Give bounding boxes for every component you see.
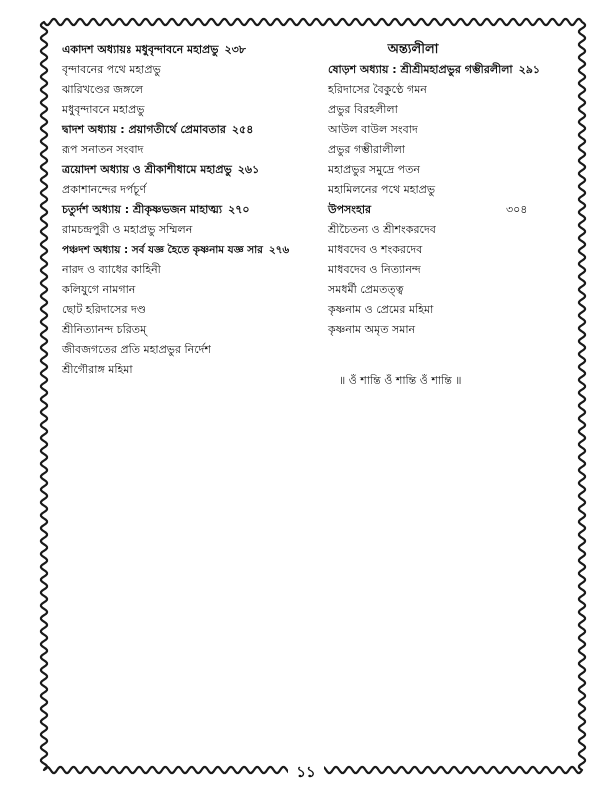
entry-line: রামচন্দ্রপুরী ও মহাপ্রভু সম্মিলন bbox=[62, 223, 193, 236]
entry-line: মহাপ্রভুর সমুদ্রে পতন bbox=[328, 163, 420, 176]
left-column bbox=[62, 40, 324, 380]
entry-line: শ্রীনিত্যানন্দ চরিতম্ bbox=[62, 323, 147, 336]
chapter-13-heading: ত্রয়োদশ অধ্যায় ও শ্রীকাশীধামে মহাপ্রভু ২৬১ bbox=[62, 163, 260, 176]
entry-line: শ্রীচৈতন্য ও শ্রীশংকরদেব bbox=[328, 223, 436, 236]
entry-line: হরিদাসের বৈকুণ্ঠে গমন bbox=[328, 83, 427, 96]
entry-line: সমধর্মী প্রেমতত্ত্ব bbox=[328, 283, 404, 296]
entry-line: জীবজগতের প্রতি মহাপ্রভুর নির্দেশ bbox=[62, 343, 211, 356]
entry-line: প্রভুর গম্ভীরালীলা bbox=[328, 143, 405, 156]
entry-line: ঝারিখণ্ডের জঙ্গলে bbox=[62, 83, 143, 96]
chapter-11-heading: একাদশ অধ্যায়ঃ মধুবৃন্দাবনে মহাপ্রভু ২৩৮ bbox=[62, 43, 246, 56]
right-column bbox=[328, 40, 568, 340]
entry-line: বৃন্দাবনের পথে মহাপ্রভু bbox=[62, 63, 161, 76]
entry-line: কৃষ্ণনাম ও প্রেমের মহিমা bbox=[328, 303, 434, 316]
entry-line: মাধবদেব ও শংকরদেব bbox=[328, 243, 423, 256]
chapter-16-heading: ষোড়শ অধ্যায় : শ্রীশ্রীমহাপ্রভুর গম্ভীরলীলা ২৯১ bbox=[328, 63, 541, 76]
closing-invocation: ॥ ওঁ শান্তি ওঁ শান্তি ওঁ শান্তি ॥ bbox=[339, 374, 462, 387]
entry-line: কৃষ্ণনাম অমৃত সমান bbox=[328, 323, 416, 336]
entry-line: মহামিলনের পথে মহাপ্রভু bbox=[328, 183, 436, 196]
chapter-12-heading: দ্বাদশ অধ্যায় : প্রয়াগতীর্থে প্রেমাবতার ২৫৪ bbox=[62, 123, 254, 136]
entry-line: কলিযুগে নামগান bbox=[62, 283, 136, 296]
entry-line: ছোট হরিদাসের দণ্ড bbox=[62, 303, 147, 316]
epilogue-heading: উপসংহার ৩০৪ bbox=[328, 203, 528, 216]
entry-line: শ্রীগৌরাঙ্গ মহিমা bbox=[62, 363, 133, 376]
chapter-15-heading: পঞ্চদশ অধ্যায় : সর্ব যজ্ঞ হৈতে কৃষ্ণনাম যজ্ঞ সার ২৭৬ bbox=[62, 244, 290, 256]
page-number: ১১ bbox=[0, 762, 612, 782]
entry-line: নারদ ও ব্যাধের কাহিনী bbox=[62, 263, 161, 276]
entry-line: প্রকাশানন্দের দর্পচূর্ণ bbox=[62, 183, 146, 196]
entry-line: মাধবদেব ও নিত্যানন্দ bbox=[328, 263, 421, 276]
section-heading: অন্ত্যলীলা bbox=[387, 42, 439, 57]
entry-line: মধুবৃন্দাবনে মহাপ্রভু bbox=[62, 103, 145, 116]
chapter-14-heading: চতুর্দশ অধ্যায় : শ্রীকৃষ্ণভজন মাহাত্ম্য ২৭০ bbox=[62, 203, 250, 216]
entry-line: প্রভুর বিরহলীলা bbox=[328, 103, 398, 116]
entry-line: রূপ সনাতন সংবাদ bbox=[62, 143, 144, 156]
entry-line: আউল বাউল সংবাদ bbox=[328, 123, 418, 136]
